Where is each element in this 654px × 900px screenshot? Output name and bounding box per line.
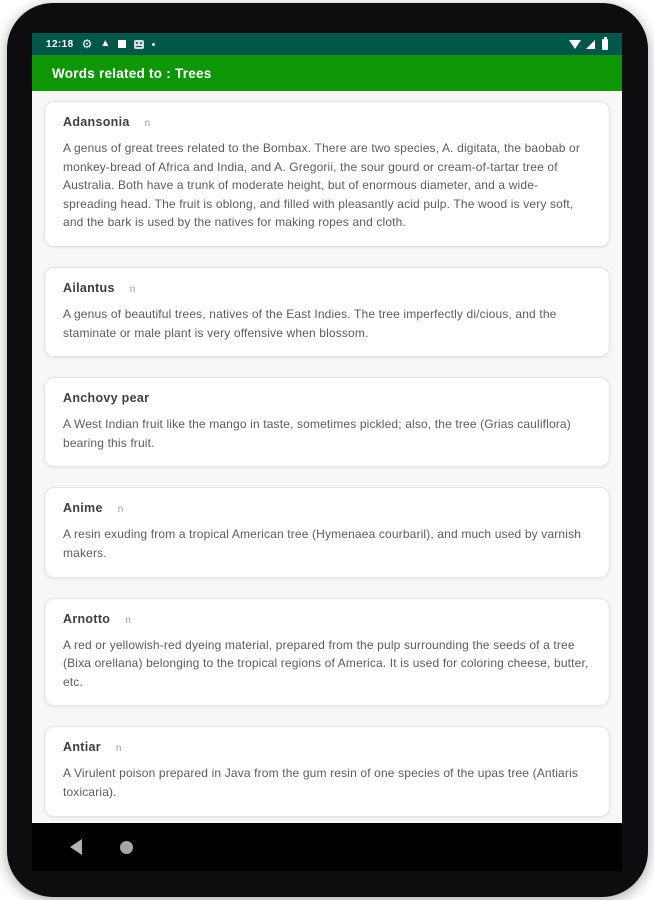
word-card-header [63,740,591,754]
word-card[interactable] [44,726,610,816]
word-title: Adansonia [63,115,130,129]
status-bar [32,33,622,55]
word-card-header [63,391,591,405]
part-of-speech-label: n [144,118,151,129]
word-title: Anime [63,501,103,516]
tablet-device-frame [7,3,648,897]
word-card-header [63,501,591,515]
word-title: Antiar [63,740,101,755]
square-icon [118,40,126,48]
back-button[interactable] [70,839,82,855]
word-card-header [63,612,591,626]
word-definition: A genus of great trees related to the Bombax. There are two species, A. digitata, the baobab or monkey-bread of Africa and India, and A. Gregorii, the sour gourd or cream-of-tartar tree of Australia. Both have a trunk of moderate height, but of enormous diameter, and a wide-spreading head. The fruit is oblong, and filled with pleasantly acid pulp. The wood is very soft, and the bark is used by the natives for making ropes and cloth. [63,141,581,230]
app-bar [32,55,622,91]
word-card[interactable] [44,267,610,357]
part-of-speech-label: n [117,504,124,516]
word-definition: A red or yellowish-red dyeing material, prepared from the pulp surrounding the seeds of a tree (Bixa orellana) belonging to the tropical regions of America. It is used for coloring cheese, butter, etc. [63,637,589,689]
status-right-icons [569,39,608,50]
android-nav-bar [32,823,622,871]
word-card-header [63,281,591,295]
word-definition: A West Indian fruit like the mango in taste, sometimes pickled; also, the tree (Grias cauliflora) bearing this fruit. [63,417,571,450]
word-definition: A Virulent poison prepared in Java from the gum resin of one species of the upas tree (Antiaris toxicaria). [63,766,578,799]
part-of-speech-label: n [115,743,122,755]
emoji-icon [134,40,144,49]
signal-icon [586,40,595,49]
word-definition: A resin exuding from a tropical American tree (Hymenaea courbaril), and much used by varnish makers. [63,527,582,560]
tablet-screen [32,33,622,871]
word-card[interactable] [44,377,610,467]
status-time: 12:18 [46,38,74,50]
part-of-speech-label: n [125,614,131,626]
word-card[interactable] [44,487,610,577]
battery-icon [602,39,608,50]
word-card[interactable] [44,101,610,247]
dot-icon [152,43,155,46]
wifi-icon [569,40,581,49]
warning-triangle-icon: ▲ [100,38,111,49]
word-title: Ailantus [63,280,115,295]
word-card-header [63,115,591,129]
word-list[interactable] [32,91,622,823]
word-card[interactable] [44,598,610,707]
word-title: Arnotto [63,611,111,626]
word-title: Anchovy pear [63,391,150,406]
gear-icon: ⚙ [81,37,93,51]
home-button[interactable] [120,841,133,854]
word-definition: A genus of beautiful trees, natives of the East Indies. The tree imperfectly di/cious, and the staminate or male plant is very offensive when blossom. [63,306,557,340]
part-of-speech-label: n [129,283,136,295]
page-title: Words related to : Trees [52,65,212,81]
